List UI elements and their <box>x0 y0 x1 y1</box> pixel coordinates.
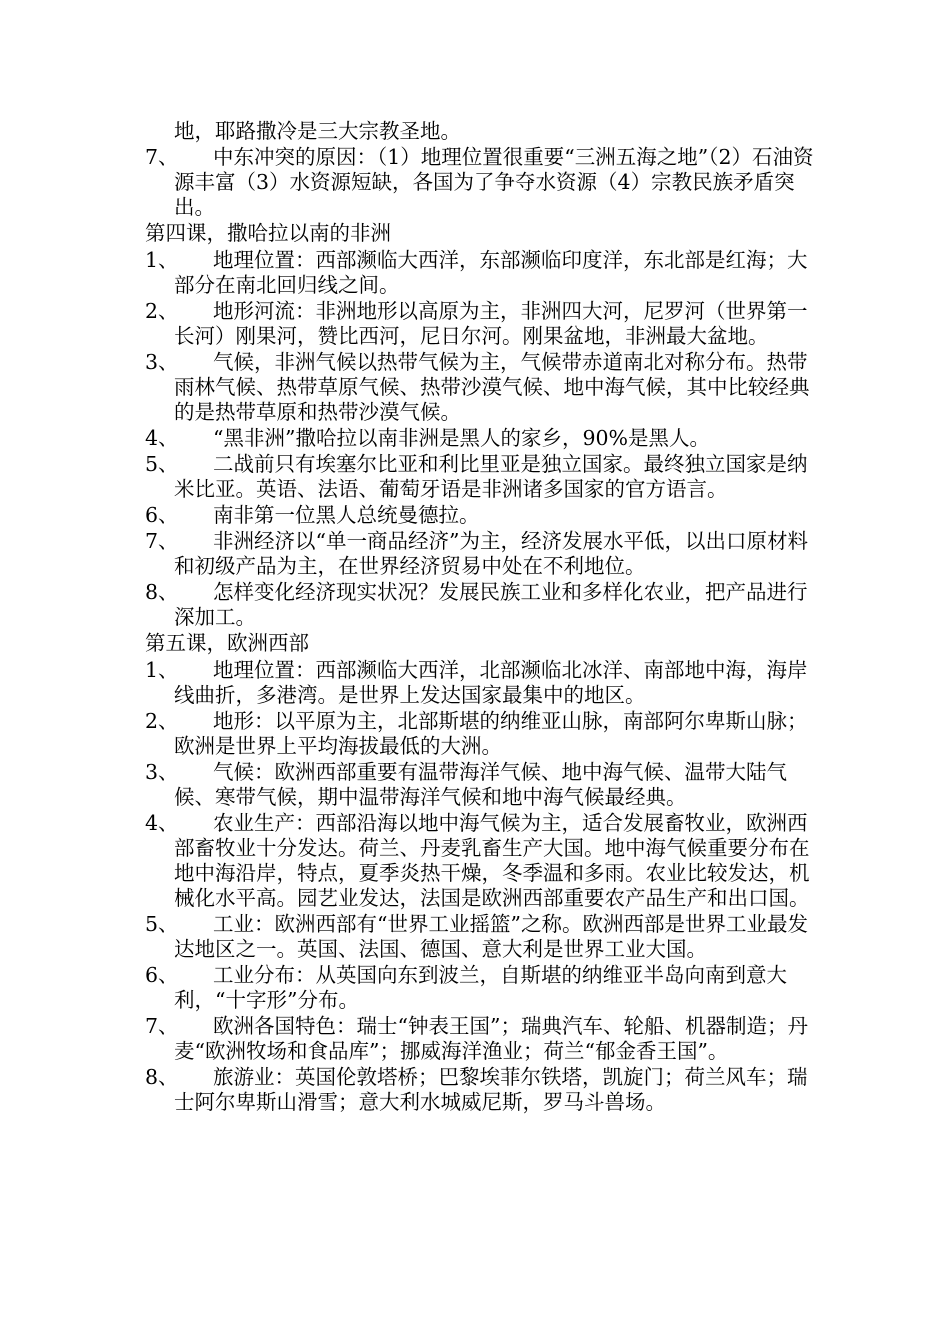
item-number: 5、 <box>145 912 179 936</box>
lesson-4-item <box>145 426 815 451</box>
item-number: 3、 <box>145 760 179 784</box>
item-text: 农业生产：西部沿海以地中海气候为主，适合发展畜牧业，欧洲西部畜牧业十分发达。荷兰、丹麦乳畜生产大国。地中海气候重要分布在地中海沿岸，特点，夏季炎热干燥，冬季温和多雨。农业比较发达，机械化水平高。园艺业发达，法国是欧洲西部重要农产品生产和出口国。 <box>174 811 810 910</box>
item-text: 地理位置：西部濒临大西洋，东部濒临印度洋，东北部是红海；大部分在南北回归线之间。 <box>174 248 808 297</box>
lesson-5-item <box>145 658 815 708</box>
item-text: 南非第一位黑人总统曼德拉。 <box>213 503 480 527</box>
item-text: 地理位置：西部濒临大西洋，北部濒临北冰洋、南部地中海，海岸线曲折，多港湾。是世界上发达国家最集中的地区。 <box>174 658 808 707</box>
item-number: 8、 <box>145 580 179 604</box>
item-number: 6、 <box>145 503 179 527</box>
lesson-4-item <box>145 503 815 528</box>
lesson-4-item <box>145 580 815 630</box>
lesson-5-item <box>145 1014 815 1064</box>
item-text: 欧洲各国特色：瑞士“钟表王国”；瑞典汽车、轮船、机器制造；丹麦“欧洲牧场和食品库”；挪威海洋渔业；荷兰“郁金香王国”。 <box>174 1014 808 1063</box>
lesson-5-item <box>145 760 815 810</box>
lesson-5-item <box>145 912 815 962</box>
item-number: 1、 <box>145 248 179 272</box>
item-text: 非洲经济以“单一商品经济”为主，经济发展水平低，以出口原材料和初级产品为主，在世界经济贸易中处在不利地位。 <box>174 529 808 578</box>
lesson-5-item <box>145 963 815 1013</box>
lesson-5-item <box>145 709 815 759</box>
item-text: 气候，非洲气候以热带气候为主，气候带赤道南北对称分布。热带雨林气候、热带草原气候、热带沙漠气候、地中海气候，其中比较经典的是热带草原和热带沙漠气候。 <box>174 350 810 424</box>
lesson-4-item <box>145 299 815 349</box>
item-text: 工业：欧洲西部有“世界工业摇篮”之称。欧洲西部是世界工业最发达地区之一。英国、法国、德国、意大利是世界工业大国。 <box>174 912 808 961</box>
item-text: “黑非洲”撒哈拉以南非洲是黑人的家乡，90%是黑人。 <box>213 426 711 450</box>
list-item-prev-7 <box>145 145 815 220</box>
lesson-5-item <box>145 811 815 911</box>
item-number: 5、 <box>145 452 179 476</box>
lesson-5-heading: 第五课，欧洲西部 <box>145 631 309 655</box>
lesson-4-item <box>145 350 815 425</box>
item-text: 旅游业：英国伦敦塔桥；巴黎埃菲尔铁塔，凯旋门；荷兰风车；瑞士阿尔卑斯山滑雪；意大利水城威尼斯，罗马斗兽场。 <box>174 1065 808 1114</box>
lesson-4-item <box>145 529 815 579</box>
item-text: 怎样变化经济现实状况？发展民族工业和多样化农业，把产品进行深加工。 <box>174 580 808 629</box>
item-number: 4、 <box>145 426 179 450</box>
item-number: 7、 <box>145 1014 179 1038</box>
item-number: 8、 <box>145 1065 179 1089</box>
document-body <box>145 119 815 1116</box>
lesson-4-item <box>145 452 815 502</box>
item-text: 地形河流：非洲地形以高原为主，非洲四大河，尼罗河（世界第一长河）刚果河，赞比西河，尼日尔河。刚果盆地，非洲最大盆地。 <box>174 299 808 348</box>
item-number: 4、 <box>145 811 179 835</box>
item-text: 二战前只有埃塞尔比亚和利比里亚是独立国家。最终独立国家是纳米比亚。英语、法语、葡萄牙语是非洲诸多国家的官方语言。 <box>174 452 808 501</box>
item-text: 工业分布：从英国向东到波兰，自斯堪的纳维亚半岛向南到意大利，“十字形”分布。 <box>174 963 787 1012</box>
item-text: 中东冲突的原因：（1）地理位置很重要“三洲五海之地”（2）石油资源丰富（3）水资源短缺，各国为了争夺水资源（4）宗教民族矛盾突出。 <box>174 145 814 219</box>
continuation-line: 地，耶路撒冷是三大宗教圣地。 <box>174 119 461 143</box>
item-number: 7、 <box>145 529 179 553</box>
item-text: 气候：欧洲西部重要有温带海洋气候、地中海气候、温带大陆气候、寒带气候，期中温带海洋气候和地中海气候最经典。 <box>174 760 787 809</box>
item-text: 地形：以平原为主，北部斯堪的纳维亚山脉，南部阿尔卑斯山脉；欧洲是世界上平均海拔最低的大洲。 <box>174 709 808 758</box>
item-number: 6、 <box>145 963 179 987</box>
item-number: 3、 <box>145 350 179 374</box>
item-number: 1、 <box>145 658 179 682</box>
lesson-4-heading: 第四课，撒哈拉以南的非洲 <box>145 221 391 245</box>
lesson-5-item <box>145 1065 815 1115</box>
item-number: 7、 <box>145 145 179 169</box>
lesson-4-item <box>145 248 815 298</box>
item-number: 2、 <box>145 709 179 733</box>
item-number: 2、 <box>145 299 179 323</box>
